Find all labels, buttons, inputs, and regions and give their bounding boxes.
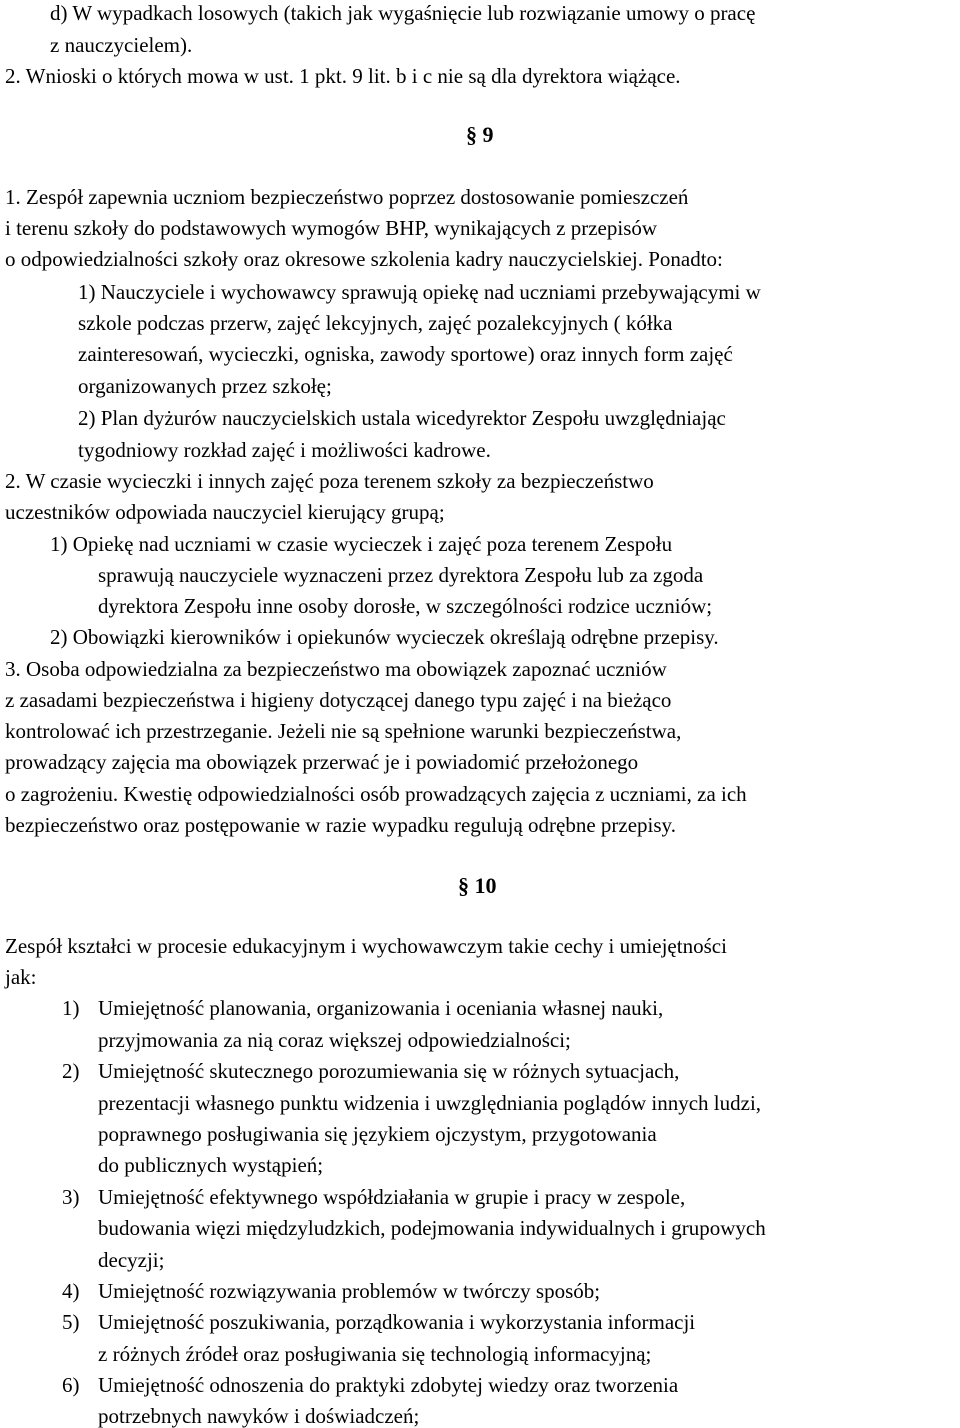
- paragraph-line: 2. W czasie wycieczki i innych zajęć poza terenem szkoły za bezpieczeństwo: [5, 469, 654, 493]
- list-item-line: z różnych źródeł oraz posługiwania się technologią informacyjną;: [98, 1342, 652, 1366]
- list-item-line: sprawują nauczyciele wyznaczeni przez dyrektora Zespołu lub za zgoda: [98, 563, 704, 587]
- list-number: 4): [62, 1279, 80, 1303]
- paragraph-line: uczestników odpowiada nauczyciel kierujący grupą;: [5, 500, 445, 524]
- list-item-line: Umiejętność efektywnego współdziałania w grupie i pracy w zespole,: [98, 1185, 686, 1209]
- list-item-line: potrzebnych nawyków i doświadczeń;: [98, 1404, 420, 1428]
- list-item-line: do publicznych wystąpień;: [98, 1153, 324, 1177]
- paragraph-line: o zagrożeniu. Kwestię odpowiedzialności osób prowadzących zajęcia z uczniami, za ich: [5, 782, 747, 806]
- list-number: 3): [62, 1185, 80, 1209]
- list-item-line: przyjmowania za nią coraz większej odpowiedzialności;: [98, 1028, 571, 1052]
- list-item-line: Umiejętność skutecznego porozumiewania się w różnych sytuacjach,: [98, 1059, 680, 1083]
- paragraph-line: o odpowiedzialności szkoły oraz okresowe szkolenia kadry nauczycielskiej. Ponadto:: [5, 247, 723, 271]
- list-item-line: zainteresowań, wycieczki, ogniska, zawody sportowe) oraz innych form zajęć: [78, 342, 733, 366]
- paragraph-line: kontrolować ich przestrzeganie. Jeżeli nie są spełnione warunki bezpieczeństwa,: [5, 719, 682, 743]
- list-item-line: Umiejętność poszukiwania, porządkowania i wykorzystania informacji: [98, 1310, 696, 1334]
- list-item-line: organizowanych przez szkołę;: [78, 374, 332, 398]
- list-item-d: d) W wypadkach losowych (takich jak wygaśnięcie lub rozwiązanie umowy o pracę: [50, 1, 756, 25]
- paragraph-line: i terenu szkoły do podstawowych wymogów BHP, wynikających z przepisów: [5, 216, 658, 240]
- section-heading-10: § 10: [458, 873, 497, 898]
- list-item-d-cont: z nauczycielem).: [50, 33, 193, 57]
- list-item-line: 1) Opiekę nad uczniami w czasie wycieczek i zajęć poza terenem Zespołu: [50, 532, 673, 556]
- list-number: 2): [62, 1059, 80, 1083]
- list-number: 5): [62, 1310, 80, 1334]
- list-item-line: Umiejętność planowania, organizowania i oceniania własnej nauki,: [98, 996, 664, 1020]
- list-item-line: poprawnego posługiwania się językiem ojczystym, przygotowania: [98, 1122, 657, 1146]
- list-item-line: dyrektora Zespołu inne osoby dorosłe, w szczególności rodzice uczniów;: [98, 594, 713, 618]
- paragraph-line: prowadzący zajęcia ma obowiązek przerwać je i powiadomić przełożonego: [5, 750, 639, 774]
- paragraph-2: 2. Wnioski o których mowa w ust. 1 pkt. 9 lit. b i c nie są dla dyrektora wiążące.: [5, 64, 681, 88]
- list-item-line: decyzji;: [98, 1248, 165, 1272]
- paragraph-line: 3. Osoba odpowiedzialna za bezpieczeństwo ma obowiązek zapoznać uczniów: [5, 657, 667, 681]
- section-heading-9: § 9: [466, 122, 494, 147]
- list-item-line: budowania więzi międzyludzkich, podejmowania indywidualnych i grupowych: [98, 1216, 766, 1240]
- list-item-line: tygodniowy rozkład zajęć i możliwości kadrowe.: [78, 438, 491, 462]
- list-item-line: 2) Obowiązki kierowników i opiekunów wycieczek określają odrębne przepisy.: [50, 625, 719, 649]
- list-item-line: Umiejętność rozwiązywania problemów w twórczy sposób;: [98, 1279, 601, 1303]
- paragraph-line: z zasadami bezpieczeństwa i higieny dotyczącej danego typu zajęć i na bieżąco: [5, 688, 672, 712]
- list-number: 6): [62, 1373, 80, 1397]
- list-item-line: Umiejętność odnoszenia do praktyki zdobytej wiedzy oraz tworzenia: [98, 1373, 679, 1397]
- list-item-line: 2) Plan dyżurów nauczycielskich ustala wicedyrektor Zespołu uwzględniając: [78, 406, 726, 430]
- list-number: 1): [62, 996, 80, 1020]
- paragraph-line: 1. Zespół zapewnia uczniom bezpieczeństwo poprzez dostosowanie pomieszczeń: [5, 185, 689, 209]
- list-item-line: prezentacji własnego punktu widzenia i uwzględniania poglądów innych ludzi,: [98, 1091, 762, 1115]
- list-item-line: 1) Nauczyciele i wychowawcy sprawują opiekę nad uczniami przebywającymi w: [78, 280, 761, 304]
- intro-line: Zespół kształci w procesie edukacyjnym i wychowawczym takie cechy i umiejętności: [5, 934, 727, 958]
- intro-line: jak:: [5, 965, 37, 989]
- list-item-line: szkole podczas przerw, zajęć lekcyjnych, zajęć pozalekcyjnych ( kółka: [78, 311, 673, 335]
- paragraph-line: bezpieczeństwo oraz postępowanie w razie wypadku regulują odrębne przepisy.: [5, 813, 676, 837]
